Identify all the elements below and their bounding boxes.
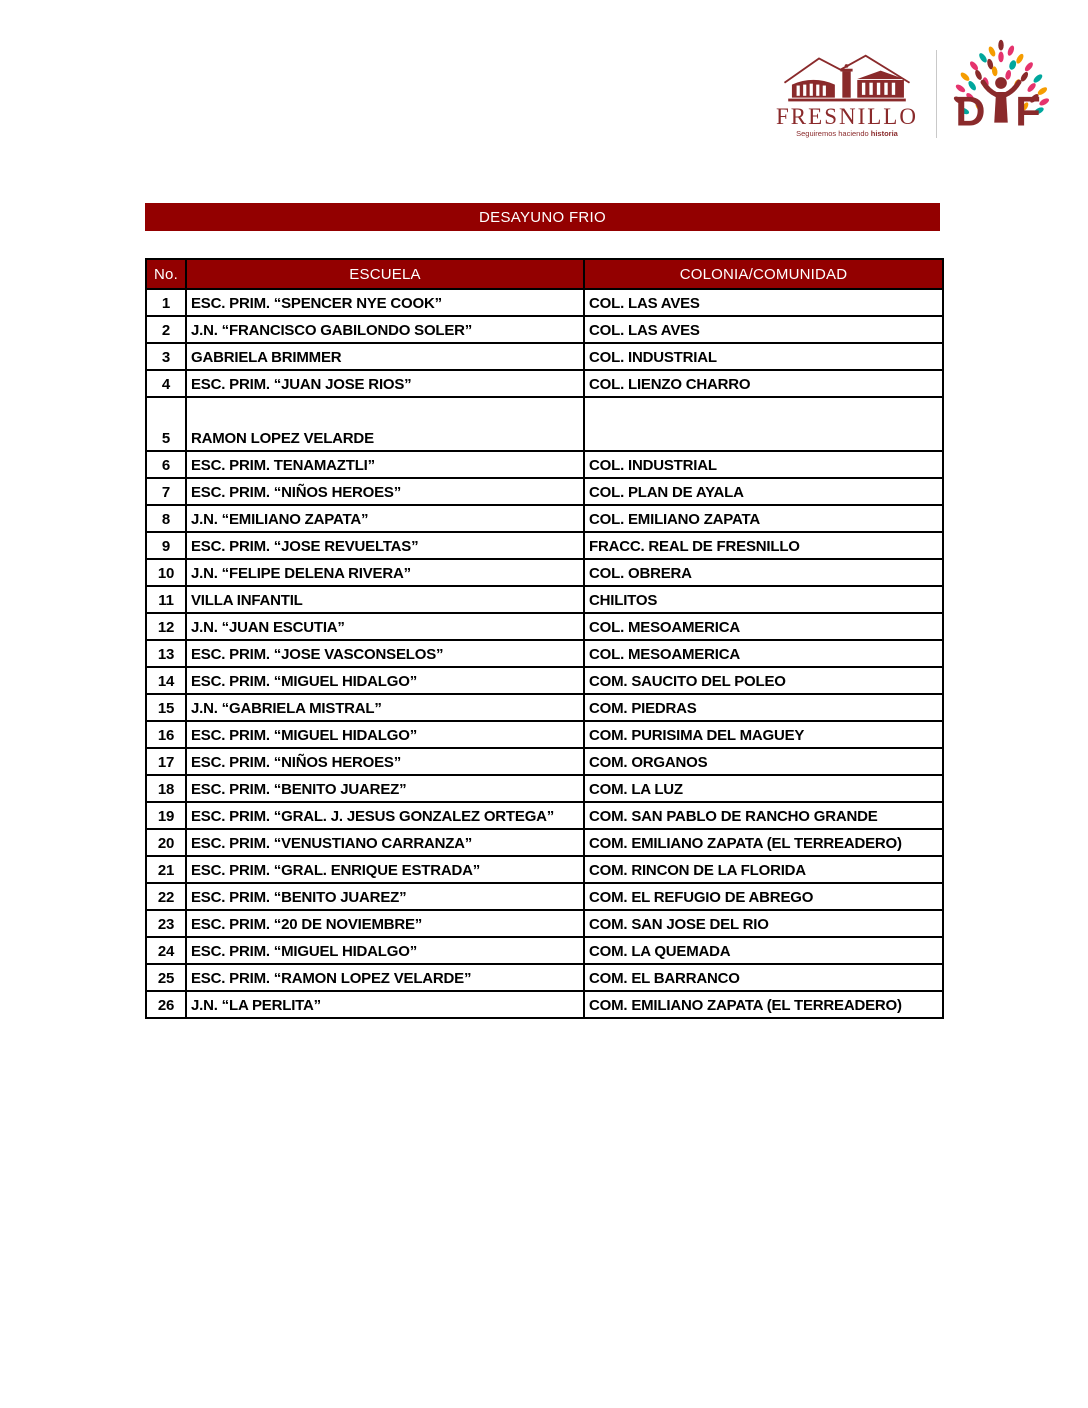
cell-escuela: J.N. “GABRIELA MISTRAL” (186, 694, 584, 721)
cell-colonia: COM. RINCON DE LA FLORIDA (584, 856, 943, 883)
table-row (146, 451, 943, 478)
fresnillo-building-icon (777, 51, 917, 107)
cell-number: 23 (146, 910, 186, 937)
cell-escuela: GABRIELA BRIMMER (186, 343, 584, 370)
cell-colonia: COM. EL REFUGIO DE ABREGO (584, 883, 943, 910)
header-colonia: COLONIA/COMUNIDAD (584, 259, 943, 289)
logo-divider (936, 50, 937, 138)
cell-colonia: COM. PURISIMA DEL MAGUEY (584, 721, 943, 748)
cell-escuela: J.N. “EMILIANO ZAPATA” (186, 505, 584, 532)
table-row (146, 397, 943, 451)
cell-escuela: ESC. PRIM. “RAMON LOPEZ VELARDE” (186, 964, 584, 991)
cell-colonia: COL. MESOAMERICA (584, 640, 943, 667)
cell-number: 14 (146, 667, 186, 694)
cell-number: 13 (146, 640, 186, 667)
cell-number: 20 (146, 829, 186, 856)
table-row (146, 910, 943, 937)
cell-escuela: J.N. “FRANCISCO GABILONDO SOLER” (186, 316, 584, 343)
cell-number: 2 (146, 316, 186, 343)
dif-tree-icon (951, 38, 1051, 146)
table-row (146, 505, 943, 532)
cell-number: 4 (146, 370, 186, 397)
table-body (146, 289, 943, 1018)
table-row (146, 694, 943, 721)
cell-number: 1 (146, 289, 186, 316)
table-row (146, 775, 943, 802)
cell-escuela: ESC. PRIM. “VENUSTIANO CARRANZA” (186, 829, 584, 856)
cell-colonia: COL. LAS AVES (584, 316, 943, 343)
cell-escuela: ESC. PRIM. “JUAN JOSE RIOS” (186, 370, 584, 397)
cell-number: 17 (146, 748, 186, 775)
cell-number: 8 (146, 505, 186, 532)
cell-number: 11 (146, 586, 186, 613)
dif-letter-f: F (1015, 87, 1041, 134)
cell-number: 7 (146, 478, 186, 505)
cell-colonia: FRACC. REAL DE FRESNILLO (584, 532, 943, 559)
cell-escuela: ESC. PRIM. “NIÑOS HEROES” (186, 478, 584, 505)
cell-escuela: J.N. “LA PERLITA” (186, 991, 584, 1018)
logo-bar (768, 40, 1058, 148)
cell-escuela: RAMON LOPEZ VELARDE (186, 397, 584, 451)
table-row (146, 316, 943, 343)
cell-colonia: COL. OBRERA (584, 559, 943, 586)
cell-number: 10 (146, 559, 186, 586)
table-row (146, 289, 943, 316)
cell-escuela: ESC. PRIM. “JOSE VASCONSELOS” (186, 640, 584, 667)
cell-escuela: ESC. PRIM. “JOSE REVUELTAS” (186, 532, 584, 559)
dif-logo (951, 38, 1051, 151)
cell-colonia (584, 397, 943, 451)
cell-number: 24 (146, 937, 186, 964)
cell-colonia: COL. INDUSTRIAL (584, 451, 943, 478)
cell-colonia: COM. EMILIANO ZAPATA (EL TERREADERO) (584, 991, 943, 1018)
cell-colonia: COL. INDUSTRIAL (584, 343, 943, 370)
cell-escuela: ESC. PRIM. “BENITO JUAREZ” (186, 883, 584, 910)
cell-colonia: COL. LAS AVES (584, 289, 943, 316)
cell-escuela: ESC. PRIM. “GRAL. J. JESUS GONZALEZ ORTEGA” (186, 802, 584, 829)
cell-colonia: COM. SAN JOSE DEL RIO (584, 910, 943, 937)
table-row (146, 964, 943, 991)
cell-colonia: COM. LA QUEMADA (584, 937, 943, 964)
table-row (146, 370, 943, 397)
cell-escuela: ESC. PRIM. “SPENCER NYE COOK” (186, 289, 584, 316)
fresnillo-tagline: Seguiremos haciendo historia (796, 128, 898, 138)
cell-colonia: COL. PLAN DE AYALA (584, 478, 943, 505)
cell-escuela: ESC. PRIM. “MIGUEL HIDALGO” (186, 937, 584, 964)
cell-colonia: COL. EMILIANO ZAPATA (584, 505, 943, 532)
table-row (146, 667, 943, 694)
table-row (146, 721, 943, 748)
cell-escuela: ESC. PRIM. “GRAL. ENRIQUE ESTRADA” (186, 856, 584, 883)
cell-number: 15 (146, 694, 186, 721)
fresnillo-wordmark: FRESNILLO (776, 103, 918, 129)
school-table (145, 258, 944, 1019)
cell-colonia: COM. PIEDRAS (584, 694, 943, 721)
cell-colonia: COM. EMILIANO ZAPATA (EL TERREADERO) (584, 829, 943, 856)
cell-number: 19 (146, 802, 186, 829)
cell-colonia: COL. MESOAMERICA (584, 613, 943, 640)
table-row (146, 559, 943, 586)
table-row (146, 343, 943, 370)
cell-number: 22 (146, 883, 186, 910)
cell-colonia: COM. SAN PABLO DE RANCHO GRANDE (584, 802, 943, 829)
table-row (146, 883, 943, 910)
table-row (146, 478, 943, 505)
table-row (146, 802, 943, 829)
table-row (146, 613, 943, 640)
cell-number: 21 (146, 856, 186, 883)
cell-number: 16 (146, 721, 186, 748)
cell-colonia: COL. LIENZO CHARRO (584, 370, 943, 397)
cell-escuela: J.N. “JUAN ESCUTIA” (186, 613, 584, 640)
cell-number: 18 (146, 775, 186, 802)
cell-escuela: VILLA INFANTIL (186, 586, 584, 613)
table-header-row (146, 259, 943, 289)
cell-escuela: ESC. PRIM. TENAMAZTLI” (186, 451, 584, 478)
table-row (146, 829, 943, 856)
cell-escuela: ESC. PRIM. “20 DE NOVIEMBRE” (186, 910, 584, 937)
cell-number: 26 (146, 991, 186, 1018)
cell-escuela: ESC. PRIM. “BENITO JUAREZ” (186, 775, 584, 802)
cell-number: 9 (146, 532, 186, 559)
cell-number: 25 (146, 964, 186, 991)
dif-letter-d: D (955, 87, 986, 134)
cell-escuela: ESC. PRIM. “MIGUEL HIDALGO” (186, 721, 584, 748)
cell-escuela: J.N. “FELIPE DELENA RIVERA” (186, 559, 584, 586)
table-row (146, 991, 943, 1018)
fresnillo-logo (768, 51, 926, 138)
table-row (146, 532, 943, 559)
cell-colonia: COM. LA LUZ (584, 775, 943, 802)
table-row (146, 856, 943, 883)
cell-colonia: COM. EL BARRANCO (584, 964, 943, 991)
header-no: No. (146, 259, 186, 289)
header-escuela: ESCUELA (186, 259, 584, 289)
cell-colonia: CHILITOS (584, 586, 943, 613)
table-row (146, 586, 943, 613)
table-row (146, 640, 943, 667)
cell-colonia: COM. SAUCITO DEL POLEO (584, 667, 943, 694)
dif-person-head (995, 77, 1007, 89)
title-banner: DESAYUNO FRIO (145, 203, 940, 231)
cell-number: 12 (146, 613, 186, 640)
cell-colonia: COM. ORGANOS (584, 748, 943, 775)
cell-number: 6 (146, 451, 186, 478)
table-row (146, 748, 943, 775)
cell-number: 5 (146, 397, 186, 451)
cell-escuela: ESC. PRIM. “NIÑOS HEROES” (186, 748, 584, 775)
table-row (146, 937, 943, 964)
cell-escuela: ESC. PRIM. “MIGUEL HIDALGO” (186, 667, 584, 694)
cell-number: 3 (146, 343, 186, 370)
